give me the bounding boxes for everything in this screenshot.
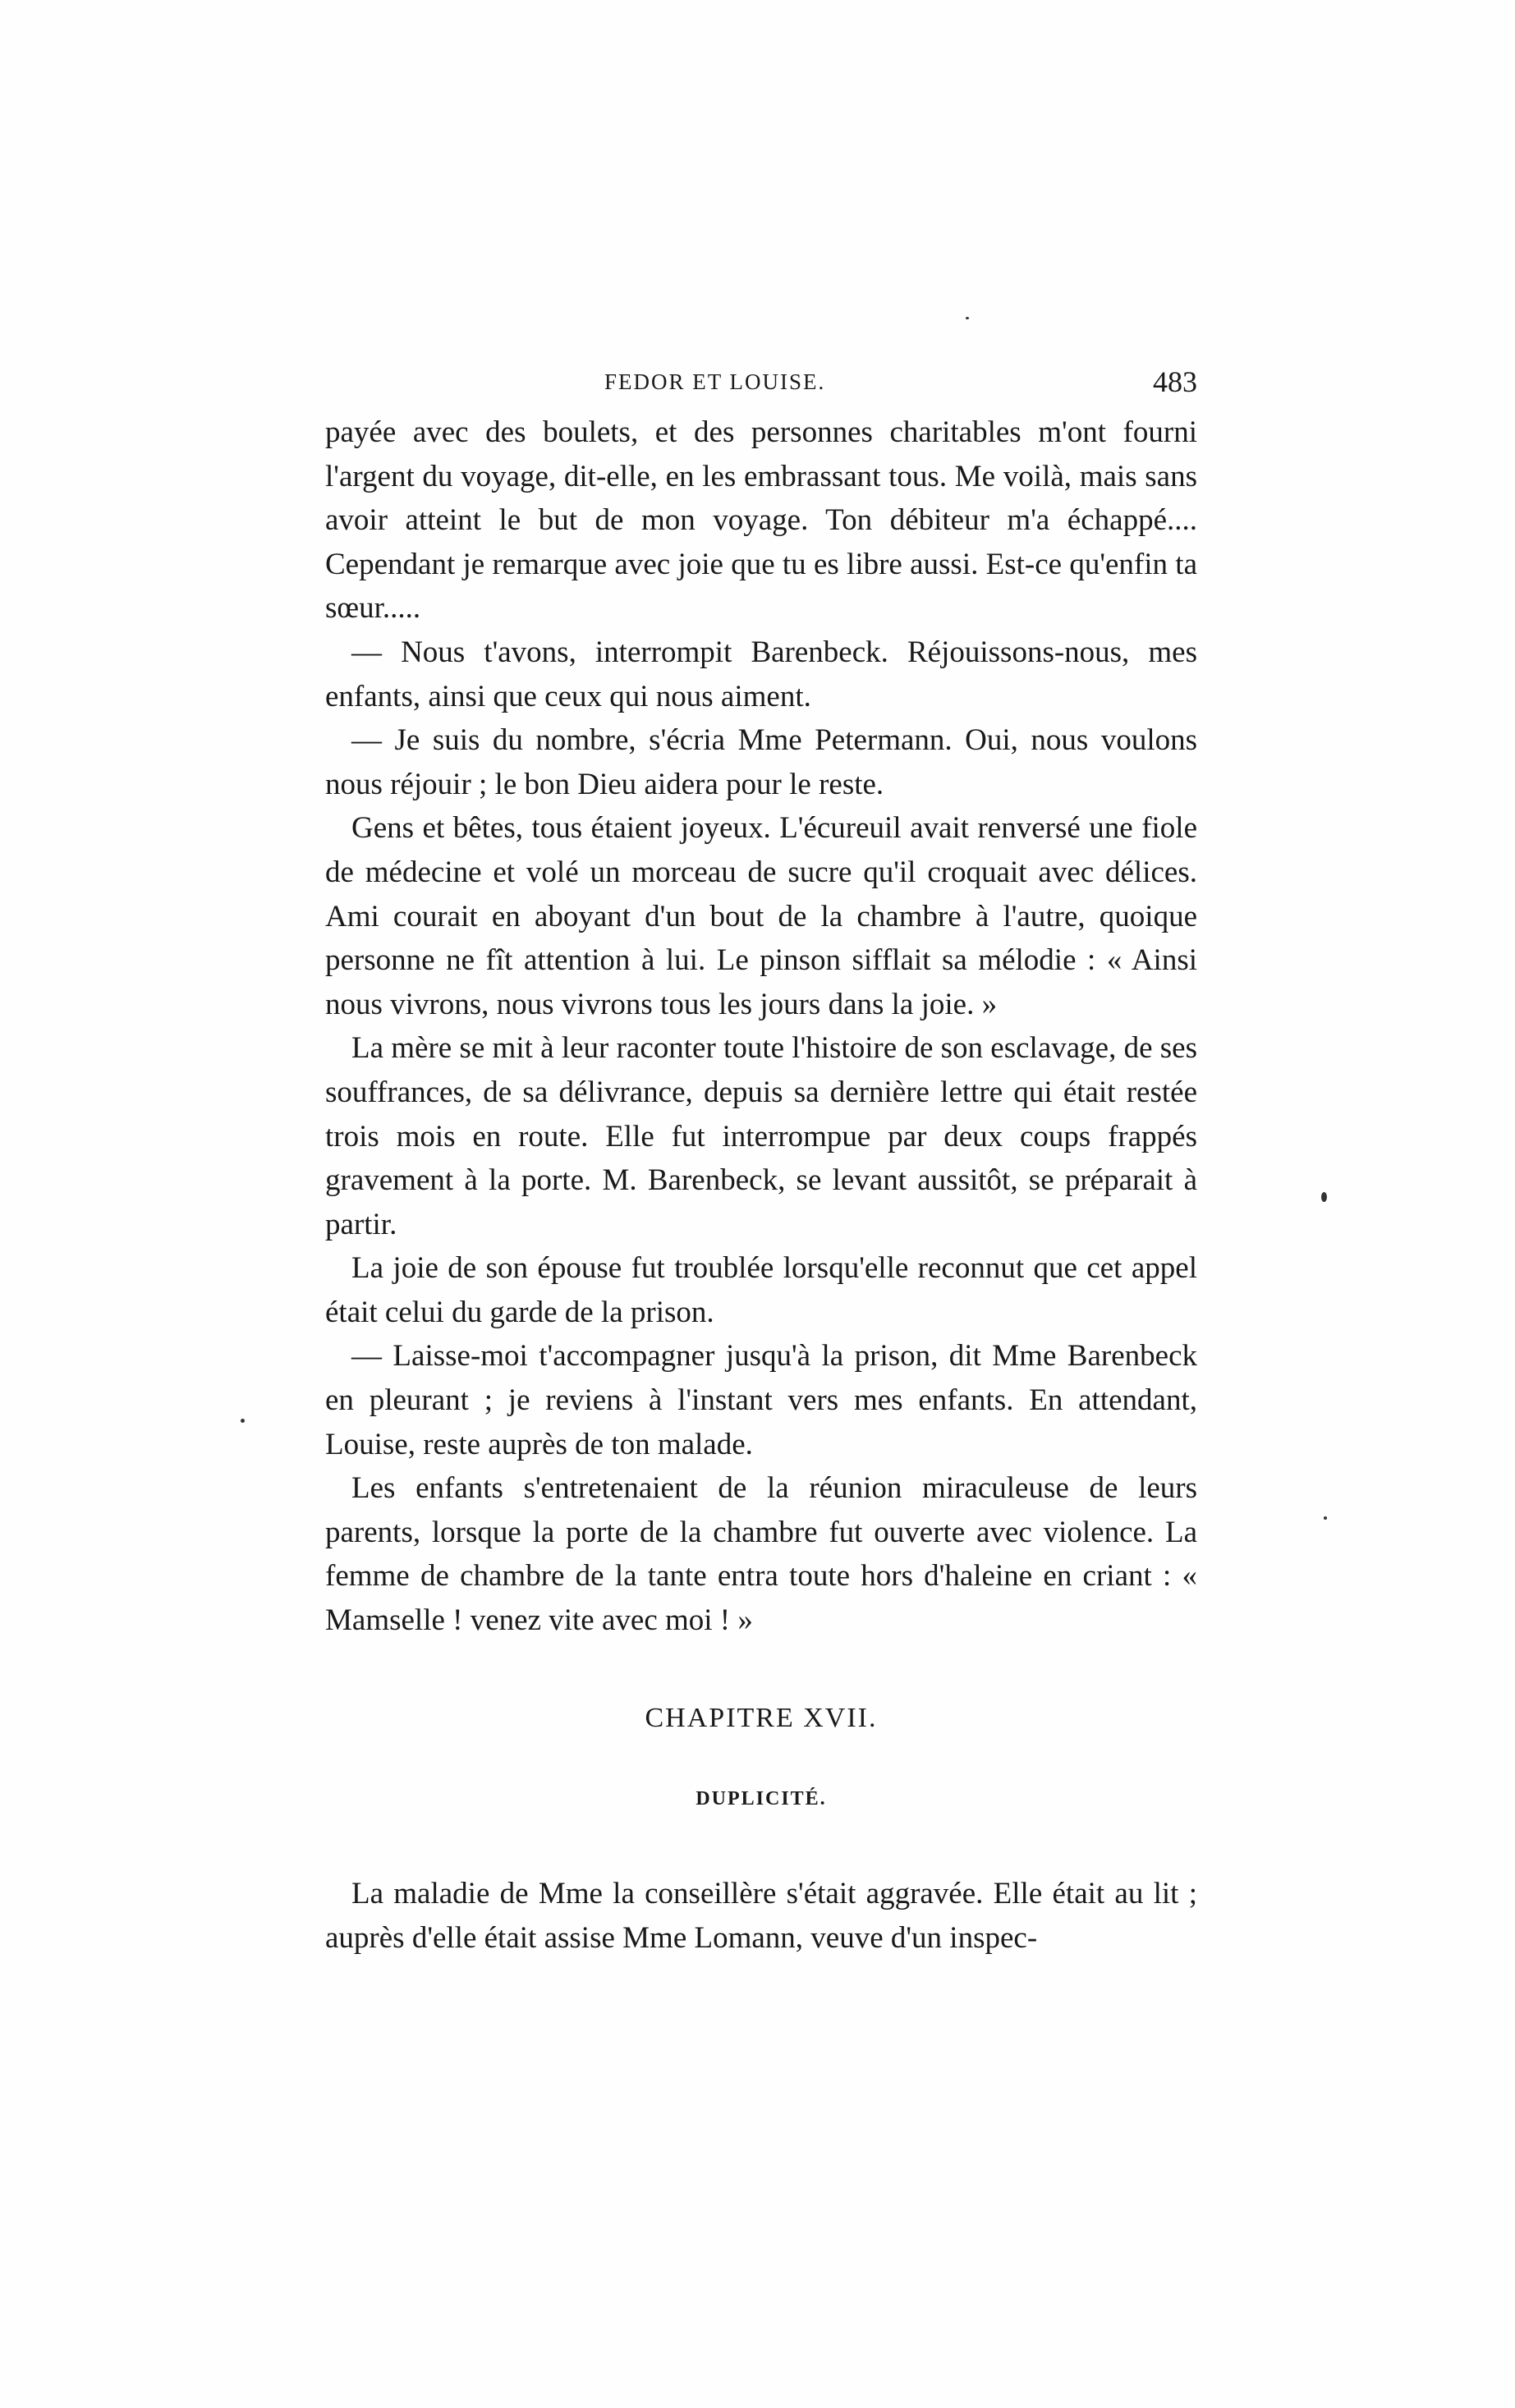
chapter-paragraph: La maladie de Mme la conseillère s'était aggravée. Elle était au lit ; auprès d'elle était assise Mme Lomann, veuve d'un inspec- — [325, 1877, 1197, 1955]
paragraph: — Laisse-moi t'accompagner jusqu'à la prison, dit Mme Barenbeck en pleurant ; je reviens à l'instant vers mes enfants. En attendant, Louise, reste auprès de ton malade. — [325, 1339, 1197, 1461]
chapter-body-text — [325, 1872, 1197, 1960]
body-text — [325, 411, 1197, 1643]
paragraph: payée avec des boulets, et des personnes charitables m'ont fourni l'argent du voyage, dit-elle, en les embrassant tous. Me voilà, mais sans avoir atteint le but de mon voyage. Ton débiteur m'a échappé.... Cependant je remarque avec joie que tu es libre aussi. Est-ce qu'enfin ta sœur..... — [325, 415, 1197, 626]
page-number: 483 — [1153, 365, 1197, 398]
paragraph: La joie de son épouse fut troublée lorsqu'elle reconnut que cet appel était celui du garde de la prison. — [325, 1251, 1197, 1329]
paragraph: La mère se mit à leur raconter toute l'histoire de son esclavage, de ses souffrances, de sa délivrance, depuis sa dernière lettre qui était restée trois mois en route. Elle fut interrompue par deux coups frappés gravement à la porte. M. Barenbeck, se levant aussitôt, se préparait à partir. — [325, 1031, 1197, 1241]
ink-speck — [241, 1419, 245, 1423]
running-head: FEDOR ET LOUISE. — [604, 369, 826, 394]
chapter-subtitle: DUPLICITÉ. — [696, 1788, 827, 1809]
paragraph: Les enfants s'entretenaient de la réunion miraculeuse de leurs parents, lorsque la porte de la chambre fut ouverte avec violence. La femme de chambre de la tante entra toute hors d'haleine en criant : « Mamselle ! venez vite avec moi ! » — [325, 1471, 1197, 1638]
paragraph: Gens et bêtes, tous étaient joyeux. L'écureuil avait renversé une fiole de médecine et volé un morceau de sucre qu'il croquait avec délices. Ami courait en aboyant d'un bout de la chambre à l'autre, quoique personne ne fît attention à lui. Le pinson sifflait sa mélodie : « Ainsi nous vivrons, nous vivrons tous les jours dans la joie. » — [325, 811, 1197, 1021]
ink-speck — [1321, 1192, 1327, 1202]
paragraph: — Je suis du nombre, s'écria Mme Petermann. Oui, nous voulons nous réjouir ; le bon Dieu aidera pour le reste. — [325, 723, 1197, 801]
page-header — [325, 365, 1197, 406]
ink-speck — [1324, 1516, 1327, 1520]
paragraph: — Nous t'avons, interrompit Barenbeck. Réjouissons-nous, mes enfants, ainsi que ceux qui nous aiment. — [325, 635, 1197, 713]
chapter-title: CHAPITRE XVII. — [645, 1703, 878, 1733]
ink-speck — [966, 317, 969, 319]
